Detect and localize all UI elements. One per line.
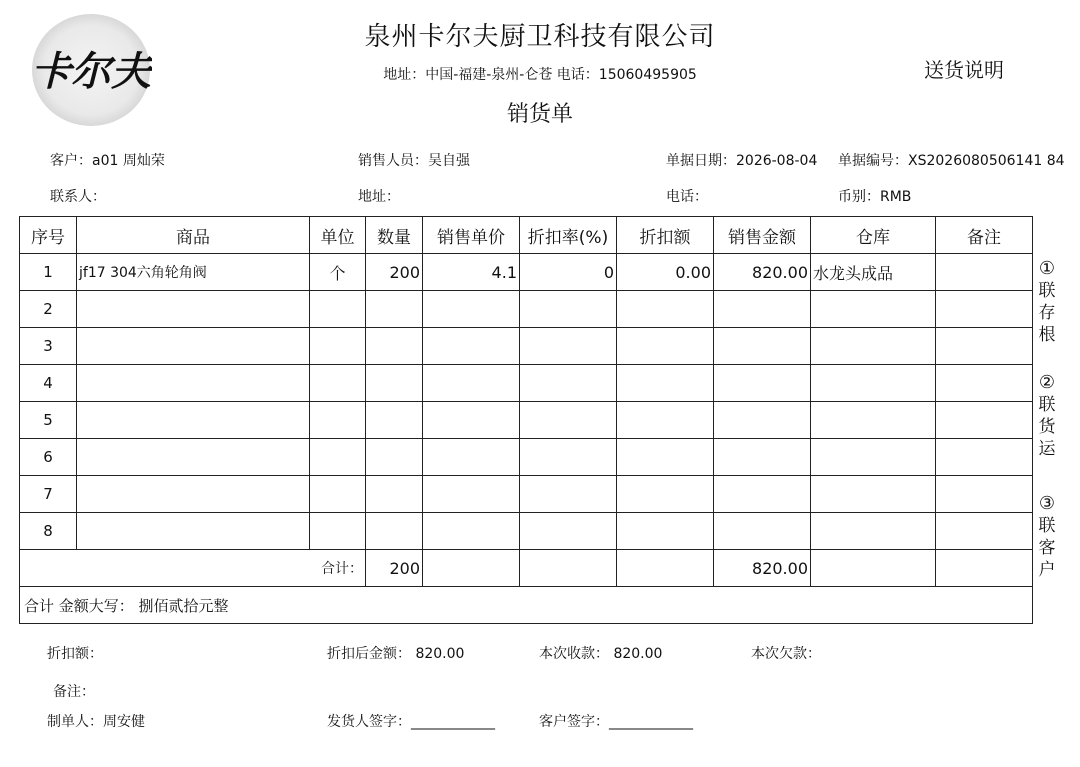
- cell-warehouse: [811, 365, 936, 402]
- cell-price: [423, 513, 520, 550]
- cell-product: [77, 328, 310, 365]
- customer-signature: 客户签字：____________: [539, 714, 693, 730]
- total-empty-cell: [811, 550, 936, 587]
- table-row: [20, 254, 1033, 291]
- cell-sales-amount: [714, 513, 811, 550]
- col-header-remark: 备注: [936, 217, 1033, 254]
- col-header-price: 销售单价: [423, 217, 520, 254]
- col-header-discount-amount: 折扣额: [617, 217, 714, 254]
- cell-price: [423, 328, 520, 365]
- cell-remark: [936, 402, 1033, 439]
- cell-seq: 4: [20, 365, 77, 402]
- cell-remark: [936, 476, 1033, 513]
- copy-number-2: ②: [1038, 372, 1056, 393]
- remark-label: 备注：: [53, 684, 95, 700]
- cell-discount-rate: [520, 476, 617, 513]
- amount-words-row: [20, 587, 1033, 624]
- contact-field: 联系人：: [50, 189, 106, 205]
- cell-seq: 1: [20, 254, 77, 291]
- company-address: 地址：中国-福建-泉州-仑苍 电话：15060495905: [383, 67, 697, 83]
- cell-qty: [366, 513, 423, 550]
- cell-discount-amount: [617, 328, 714, 365]
- total-empty-cell: [520, 550, 617, 587]
- cell-unit: 个: [310, 254, 366, 291]
- cell-seq: 3: [20, 328, 77, 365]
- cell-price: [423, 365, 520, 402]
- cell-remark: [936, 328, 1033, 365]
- cell-discount-rate: [520, 513, 617, 550]
- total-row: [20, 550, 1033, 587]
- total-label: 合计：: [20, 550, 366, 587]
- cell-remark: [936, 365, 1033, 402]
- cell-sales-amount: [714, 291, 811, 328]
- cell-qty: [366, 439, 423, 476]
- salesperson-field: 销售人员：吴自强: [358, 153, 470, 169]
- cell-sales-amount: [714, 476, 811, 513]
- cell-price: [423, 291, 520, 328]
- table-row: [20, 328, 1033, 365]
- cell-discount-amount: [617, 365, 714, 402]
- cell-qty: [366, 365, 423, 402]
- cell-discount-amount: [617, 291, 714, 328]
- shipper-signature: 发货人签字：____________: [327, 714, 495, 730]
- table-row: [20, 513, 1033, 550]
- cell-warehouse: [811, 402, 936, 439]
- cell-product: [77, 365, 310, 402]
- owed-amount: 本次欠款：: [751, 646, 821, 662]
- col-header-discount-rate: 折扣率(%): [520, 217, 617, 254]
- date-field: 单据日期：2026-08-04: [666, 153, 818, 169]
- copy-number-1: ①: [1038, 258, 1056, 279]
- page-title: 销货单: [506, 102, 573, 127]
- cell-sales-amount: [714, 439, 811, 476]
- cell-warehouse: [811, 513, 936, 550]
- col-header-sales-amount: 销售金额: [714, 217, 811, 254]
- doc-number-field: 单据编号：XS2026080506141 84: [838, 153, 1065, 169]
- logo-text: 卡尔夫: [31, 48, 151, 95]
- table-row: [20, 439, 1033, 476]
- cell-unit: [310, 513, 366, 550]
- cell-remark: [936, 254, 1033, 291]
- cell-remark: [936, 291, 1033, 328]
- table-row: [20, 476, 1033, 513]
- table-row: [20, 365, 1033, 402]
- cell-seq: 6: [20, 439, 77, 476]
- copy-char: 存: [1038, 303, 1056, 323]
- cell-product: [77, 439, 310, 476]
- company-name: 泉州卡尔夫厨卫科技有限公司: [364, 22, 716, 52]
- cell-product: [77, 291, 310, 328]
- cell-price: [423, 402, 520, 439]
- cell-unit: [310, 291, 366, 328]
- col-header-warehouse: 仓库: [811, 217, 936, 254]
- cell-price: [423, 439, 520, 476]
- cell-discount-amount: [617, 513, 714, 550]
- col-header-qty: 数量: [366, 217, 423, 254]
- cell-qty: [366, 402, 423, 439]
- table-row: [20, 402, 1033, 439]
- cell-seq: 5: [20, 402, 77, 439]
- cell-discount-rate: [520, 291, 617, 328]
- cell-remark: [936, 439, 1033, 476]
- cell-price: 4.1: [423, 254, 520, 291]
- copy-char: 联: [1038, 395, 1056, 415]
- cell-qty: [366, 476, 423, 513]
- cell-product: [77, 476, 310, 513]
- cell-product: [77, 513, 310, 550]
- copy-char: 货: [1038, 417, 1056, 437]
- cell-product: jf17 304六角轮角阀: [77, 254, 310, 291]
- cell-seq: 8: [20, 513, 77, 550]
- cell-seq: 7: [20, 476, 77, 513]
- total-empty-cell: [423, 550, 520, 587]
- amount-in-words: 合计 金额大写： 捌佰贰拾元整: [20, 587, 1033, 624]
- table-header-row: [20, 217, 1033, 254]
- copy-char: 户: [1038, 560, 1056, 580]
- cell-discount-rate: [520, 365, 617, 402]
- cell-discount-amount: [617, 402, 714, 439]
- cell-qty: 200: [366, 254, 423, 291]
- copy-char: 运: [1038, 439, 1056, 459]
- copy-char: 客: [1038, 538, 1056, 558]
- cell-sales-amount: 820.00: [714, 254, 811, 291]
- after-discount-amount: 折扣后金额： 820.00: [327, 646, 465, 662]
- copy-label-stub: [1036, 258, 1058, 346]
- cell-warehouse: 水龙头成品: [811, 254, 936, 291]
- cell-discount-rate: [520, 439, 617, 476]
- address-field: 地址：: [358, 189, 400, 205]
- copy-number-3: ③: [1038, 493, 1056, 514]
- cell-discount-amount: [617, 439, 714, 476]
- cell-discount-rate: [520, 402, 617, 439]
- cell-seq: 2: [20, 291, 77, 328]
- total-amount: 820.00: [714, 550, 811, 587]
- cell-warehouse: [811, 439, 936, 476]
- cell-discount-rate: [520, 328, 617, 365]
- cell-unit: [310, 476, 366, 513]
- col-header-product: 商品: [77, 217, 310, 254]
- cell-unit: [310, 402, 366, 439]
- cell-discount-amount: [617, 476, 714, 513]
- cell-warehouse: [811, 476, 936, 513]
- copy-char: 根: [1038, 325, 1056, 345]
- total-qty: 200: [366, 550, 423, 587]
- cell-discount-rate: 0: [520, 254, 617, 291]
- col-header-seq: 序号: [20, 217, 77, 254]
- cell-unit: [310, 439, 366, 476]
- customer-field: 客户：a01 周灿荣: [50, 153, 165, 169]
- currency-field: 币别：RMB: [838, 189, 912, 205]
- discount-label: 折扣额：: [47, 646, 103, 662]
- total-empty-cell: [936, 550, 1033, 587]
- cell-qty: [366, 328, 423, 365]
- copy-label-customer: [1036, 493, 1058, 581]
- cell-sales-amount: [714, 328, 811, 365]
- cell-unit: [310, 328, 366, 365]
- copy-char: 联: [1038, 516, 1056, 536]
- cell-sales-amount: [714, 365, 811, 402]
- cell-price: [423, 476, 520, 513]
- cell-qty: [366, 291, 423, 328]
- cell-remark: [936, 513, 1033, 550]
- received-amount: 本次收款： 820.00: [539, 646, 663, 662]
- cell-unit: [310, 365, 366, 402]
- cell-product: [77, 402, 310, 439]
- col-header-unit: 单位: [310, 217, 366, 254]
- table-row: [20, 291, 1033, 328]
- cell-warehouse: [811, 291, 936, 328]
- cell-sales-amount: [714, 402, 811, 439]
- sales-table: [19, 216, 1033, 624]
- copy-label-shipping: [1036, 372, 1058, 460]
- cell-warehouse: [811, 328, 936, 365]
- maker-field: 制单人：周安健: [47, 714, 145, 730]
- phone-field: 电话：: [666, 189, 708, 205]
- total-empty-cell: [617, 550, 714, 587]
- cell-discount-amount: 0.00: [617, 254, 714, 291]
- doc-type-label: 送货说明: [924, 58, 1004, 82]
- copy-char: 联: [1038, 281, 1056, 301]
